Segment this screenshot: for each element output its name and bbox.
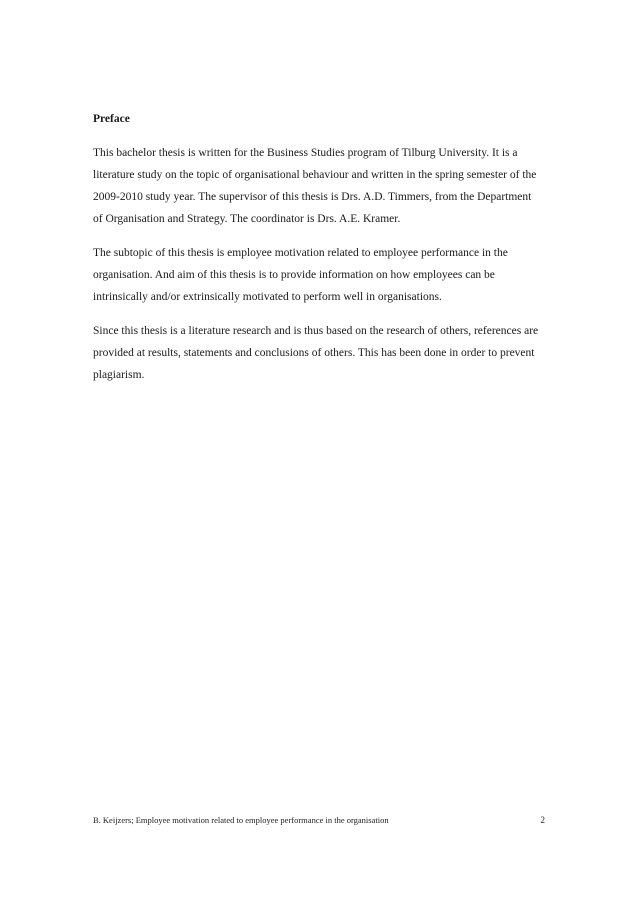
paragraph-line: 2009-2010 study year. The supervisor of this thesis is Drs. A.D. Timmers, from the Department [93, 191, 532, 203]
paragraph-1 [93, 142, 553, 230]
paragraph-line: literature study on the topic of organisational behaviour and written in the spring semester of the [93, 169, 537, 181]
page-content [93, 108, 553, 398]
paragraph-line: provided at results, statements and conclusions of others. This has been done in order to prevent [93, 347, 535, 359]
paragraph-line: This bachelor thesis is written for the Business Studies program of Tilburg University. It is a [93, 147, 518, 159]
paragraph-3 [93, 320, 553, 386]
paragraph-2 [93, 242, 553, 308]
paragraph-line: plagiarism. [93, 369, 145, 381]
paragraph-line: of Organisation and Strategy. The coordinator is Drs. A.E. Kramer. [93, 213, 401, 225]
paragraph-line: intrinsically and/or extrinsically motivated to perform well in organisations. [93, 291, 442, 303]
page-number: 2 [540, 815, 545, 825]
footer-running-title: B. Keijzers; Employee motivation related to employee performance in the organisation [93, 815, 389, 825]
section-heading: Preface [93, 113, 130, 125]
paragraph-line: The subtopic of this thesis is employee motivation related to employee performance in the [93, 247, 508, 259]
paragraph-line: Since this thesis is a literature research and is thus based on the research of others, references are [93, 325, 539, 337]
paragraph-line: organisation. And aim of this thesis is to provide information on how employees can be [93, 269, 495, 281]
